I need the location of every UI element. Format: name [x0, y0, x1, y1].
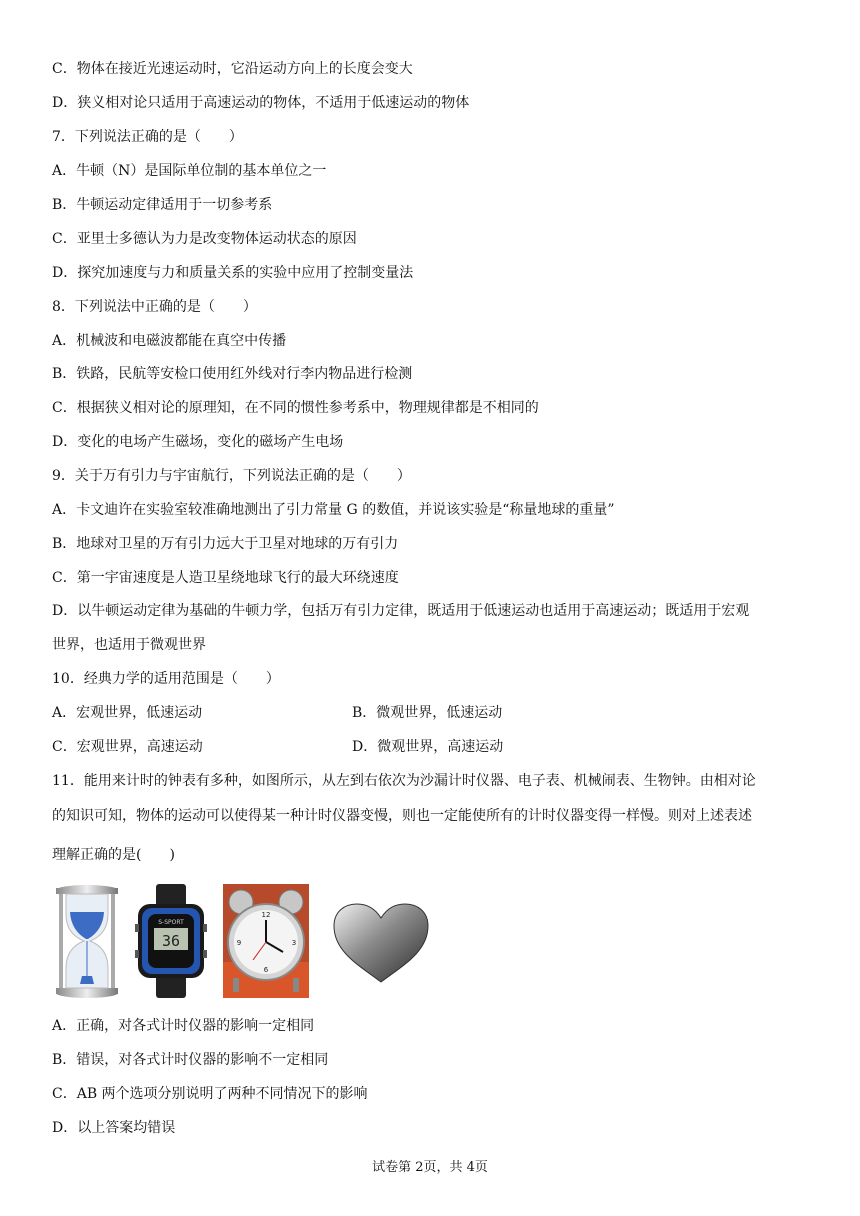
option: D．变化的电场产生磁场，变化的磁场产生电场 — [52, 434, 344, 450]
option: A．机械波和电磁波都能在真空中传播 — [52, 333, 287, 349]
digital-watch-icon — [134, 884, 208, 998]
watch-brand: S-SPORT — [158, 919, 184, 926]
option: A．宏观世界，低速运动 — [52, 705, 203, 721]
option-continuation: 世界，也适用于微观世界 — [52, 637, 206, 653]
option: B．牛顿运动定律适用于一切参考系 — [52, 197, 273, 213]
option: C．根据狭义相对论的原理知，在不同的惯性参考系中，物理规律都是不相同的 — [52, 400, 539, 416]
question-stem: 8．下列说法中正确的是（ ） — [52, 299, 257, 315]
option: C．第一宇宙速度是人造卫星绕地球飞行的最大环绕速度 — [52, 570, 399, 586]
option: B．微观世界，低速运动 — [352, 705, 503, 721]
option: D．探究加速度与力和质量关系的实验中应用了控制变量法 — [52, 265, 414, 281]
question-stem: 11．能用来计时的钟表有多种，如图所示，从左到右依次为沙漏计时仪器、电子表、机械闹表、生物钟。由相对论 — [52, 773, 756, 789]
option: B．错误，对各式计时仪器的影响不一定相同 — [52, 1052, 329, 1068]
option: B．地球对卫星的万有引力远大于卫星对地球的万有引力 — [52, 536, 399, 552]
question-stem: 的知识可知，物体的运动可以使得某一种计时仪器变慢，则也一定能使所有的计时仪器变得一样慢。则对上述表述 — [52, 808, 752, 824]
text-line: D．狭义相对论只适用于高速运动的物体，不适用于低速运动的物体 — [52, 95, 470, 111]
svg-text:12: 12 — [261, 911, 271, 919]
page-footer: 试卷第 2页，共 4页 — [372, 1160, 488, 1175]
option: D．以牛顿运动定律为基础的牛顿力学，包括万有引力定律，既适用于低速运动也适用于高速运动；既适用于宏观 — [52, 603, 750, 619]
hourglass-icon — [54, 884, 120, 998]
question-stem: 10．经典力学的适用范围是（ ） — [52, 671, 280, 687]
option: D．微观世界，高速运动 — [352, 739, 504, 755]
option: B．铁路，民航等安检口使用红外线对行李内物品进行检测 — [52, 366, 413, 382]
svg-text:3: 3 — [291, 939, 297, 947]
option: D．以上答案均错误 — [52, 1120, 176, 1136]
option: C．亚里士多德认为力是改变物体运动状态的原因 — [52, 231, 357, 247]
option: C．AB 两个选项分别说明了两种不同情况下的影响 — [52, 1086, 368, 1102]
svg-text:9: 9 — [236, 939, 242, 947]
question-stem: 7．下列说法正确的是（ ） — [52, 129, 243, 145]
alarm-clock-icon — [223, 884, 309, 998]
option: A．正确，对各式计时仪器的影响一定相同 — [52, 1018, 315, 1034]
question-stem: 理解正确的是( ) — [52, 847, 175, 863]
question-stem: 9．关于万有引力与宇宙航行，下列说法正确的是（ ） — [52, 468, 411, 484]
watch-display: 36 — [161, 932, 181, 950]
option: A．牛顿（N）是国际单位制的基本单位之一 — [52, 163, 327, 179]
option: C．宏观世界，高速运动 — [52, 739, 203, 755]
svg-text:6: 6 — [263, 966, 269, 974]
option: A．卡文迪许在实验室较准确地测出了引力常量 G 的数值，并说该实验是“称量地球的重量” — [52, 502, 615, 518]
text-line: C．物体在接近光速运动时，它沿运动方向上的长度会变大 — [52, 61, 413, 77]
heart-icon — [330, 884, 432, 998]
